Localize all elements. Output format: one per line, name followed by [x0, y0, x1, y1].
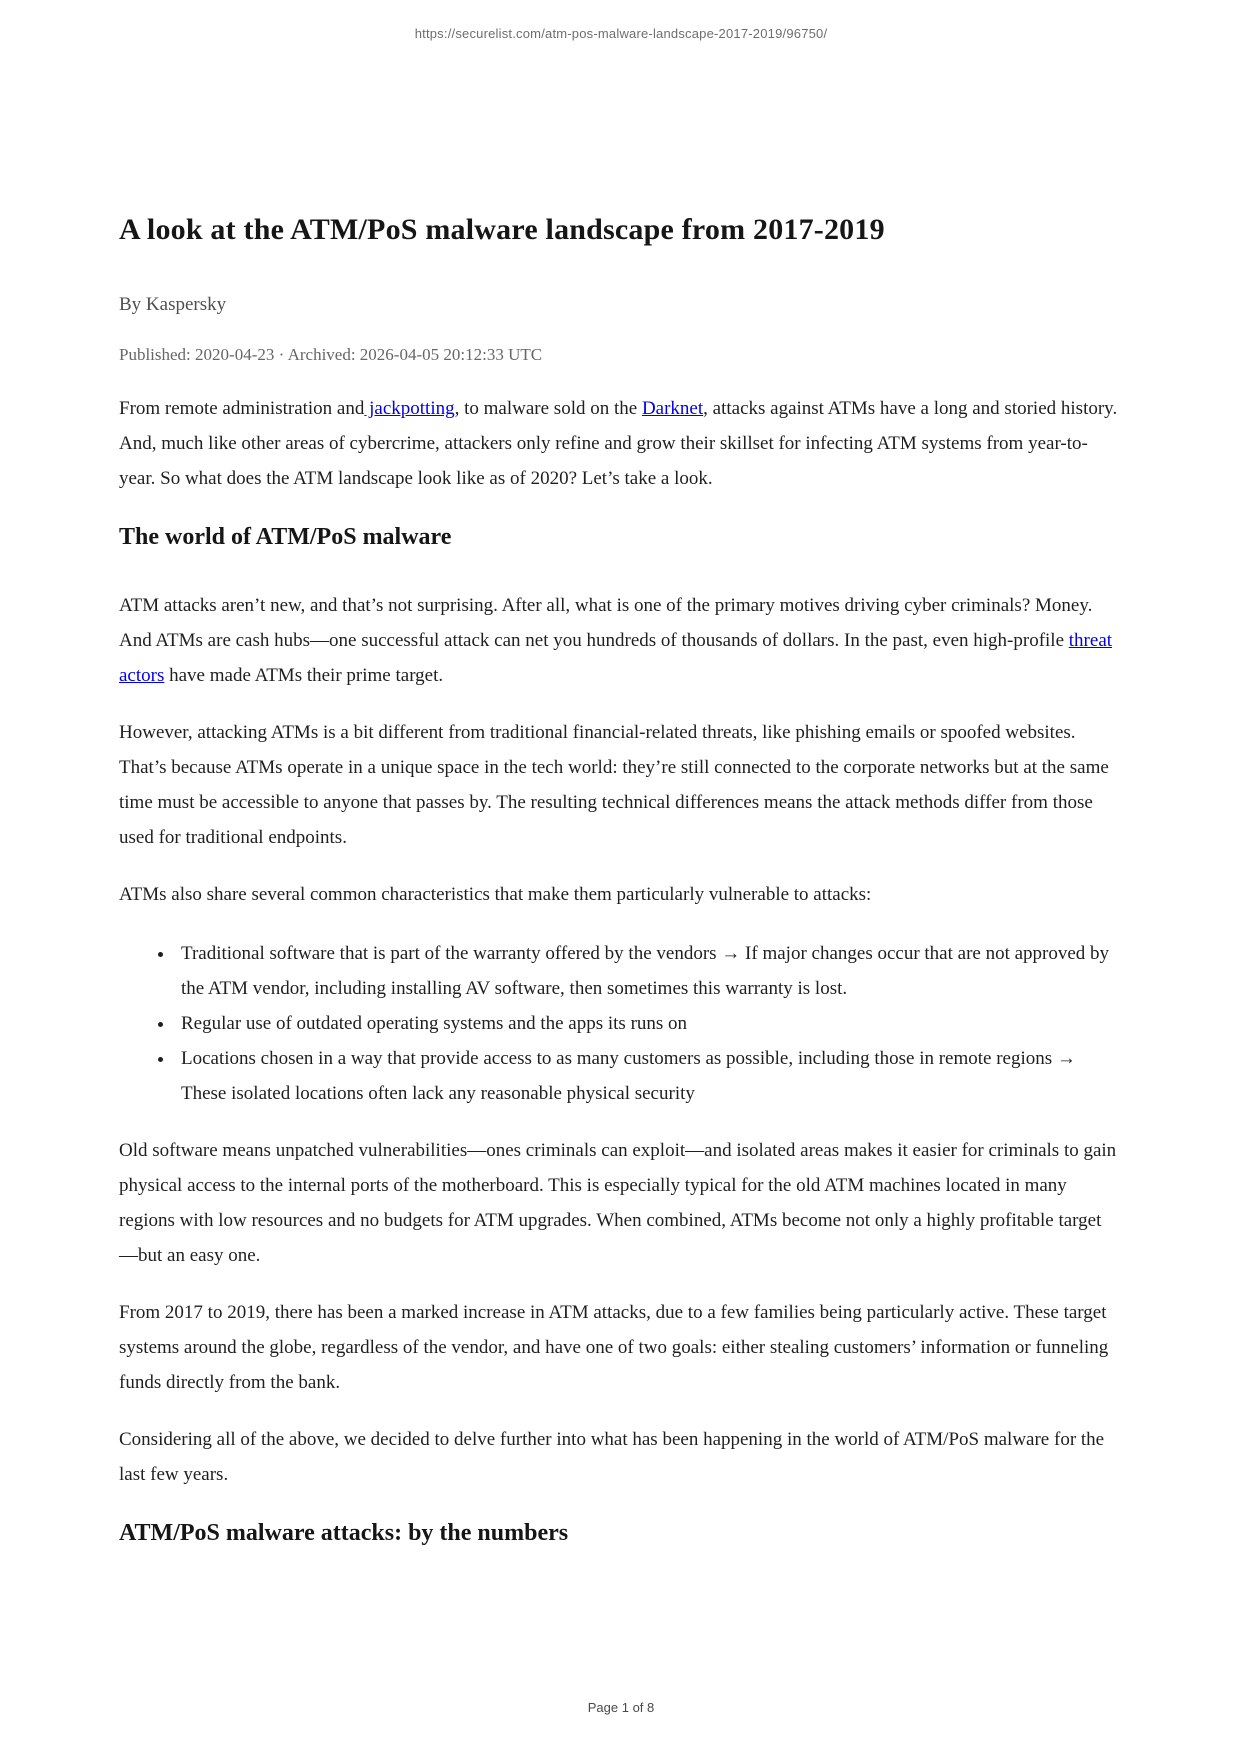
paragraph-atms-different: However, attacking ATMs is a bit different from traditional financial-related threats, like phishing emails or spoofed websites. That’s because ATMs operate in a unique space in the tech world: they’re still connected to the corporate networks but at the same time must be accessible to anyone that passes by. The resulting technical differences means the attack methods differ from those used for traditional endpoints. [119, 722, 1109, 848]
page-number: Page 1 of 8 [587, 1700, 655, 1715]
motives-text-segment: ATM attacks aren’t new, and that’s not surprising. After all, what is one of the primary motives driving cyber criminals? Money. And ATMs are cash hubs—one successful attack can net you hundreds of thousands of dollars. In the past, even high-profile [119, 595, 1093, 651]
paragraph-common-characteristics: ATMs also share several common characteristics that make them particularly vulnerable to attacks: [119, 884, 872, 905]
intro-text-segment: From remote administration and [119, 398, 365, 419]
link-jackpotting[interactable]: jackpotting [364, 398, 455, 419]
motives-text-segment: have made ATMs their prime target. [164, 665, 444, 686]
paragraph-intro [119, 391, 1120, 496]
paragraph-attack-increase: From 2017 to 2019, there has been a marked increase in ATM attacks, due to a few families being particularly active. These target systems around the globe, regardless of the vendor, and have one of two goals: either stealing customers’ information or funneling funds directly from the bank. [119, 1302, 1109, 1393]
list-item: • Locations chosen in a way that provide access to as many customers as possible, including those in remote regions → These isolated locations often lack any reasonable physical security [175, 1041, 1120, 1111]
article-byline: By Kaspersky [119, 294, 227, 315]
paragraph-motives [119, 588, 1120, 693]
article-meta-dates: Published: 2020-04-23 · Archived: 2026-04-05 20:12:33 UTC [119, 345, 543, 364]
print-header-url: https://securelist.com/atm-pos-malware-landscape-2017-2019/96750/ [414, 26, 828, 41]
paragraph-considering: Considering all of the above, we decided to delve further into what has been happening in the world of ATM/PoS malware for the last few years. [119, 1429, 1105, 1485]
vulnerability-list [119, 936, 1120, 1111]
intro-text-segment: , attacks against ATMs have a long and storied history. And, much like other areas of cybercrime, attackers only refine and grow their skillset for infecting ATM systems from year-to-year. So what does the ATM landscape look like as of 2020? Let’s take a look. [119, 398, 1118, 489]
section-heading-by-the-numbers: ATM/PoS malware attacks: by the numbers [119, 1520, 569, 1546]
intro-text-segment: , to malware sold on the [454, 398, 642, 419]
list-item: • Regular use of outdated operating systems and the apps its runs on [175, 1006, 1120, 1041]
link-threat-actors[interactable]: threat actors [119, 630, 1113, 686]
article-content [119, 0, 1120, 1548]
paragraph-old-software: Old software means unpatched vulnerabilities—ones criminals can exploit—and isolated areas makes it easier for criminals to gain physical access to the internal ports of the motherboard. This is especially typical for the old ATM machines located in many regions with low resources and no budgets for ATM upgrades. When combined, ATMs become not only a highly profitable target—but an easy one. [119, 1140, 1117, 1266]
list-item: • Traditional software that is part of the warranty offered by the vendors → If major changes occur that are not approved by the ATM vendor, including installing AV software, then sometimes this warranty is lost. [175, 936, 1120, 1006]
link-darknet[interactable]: Darknet [641, 398, 704, 419]
section-heading-world-of-atm-pos-malware: The world of ATM/PoS malware [119, 524, 452, 550]
article-title: A look at the ATM/PoS malware landscape from 2017-2019 [119, 213, 885, 246]
